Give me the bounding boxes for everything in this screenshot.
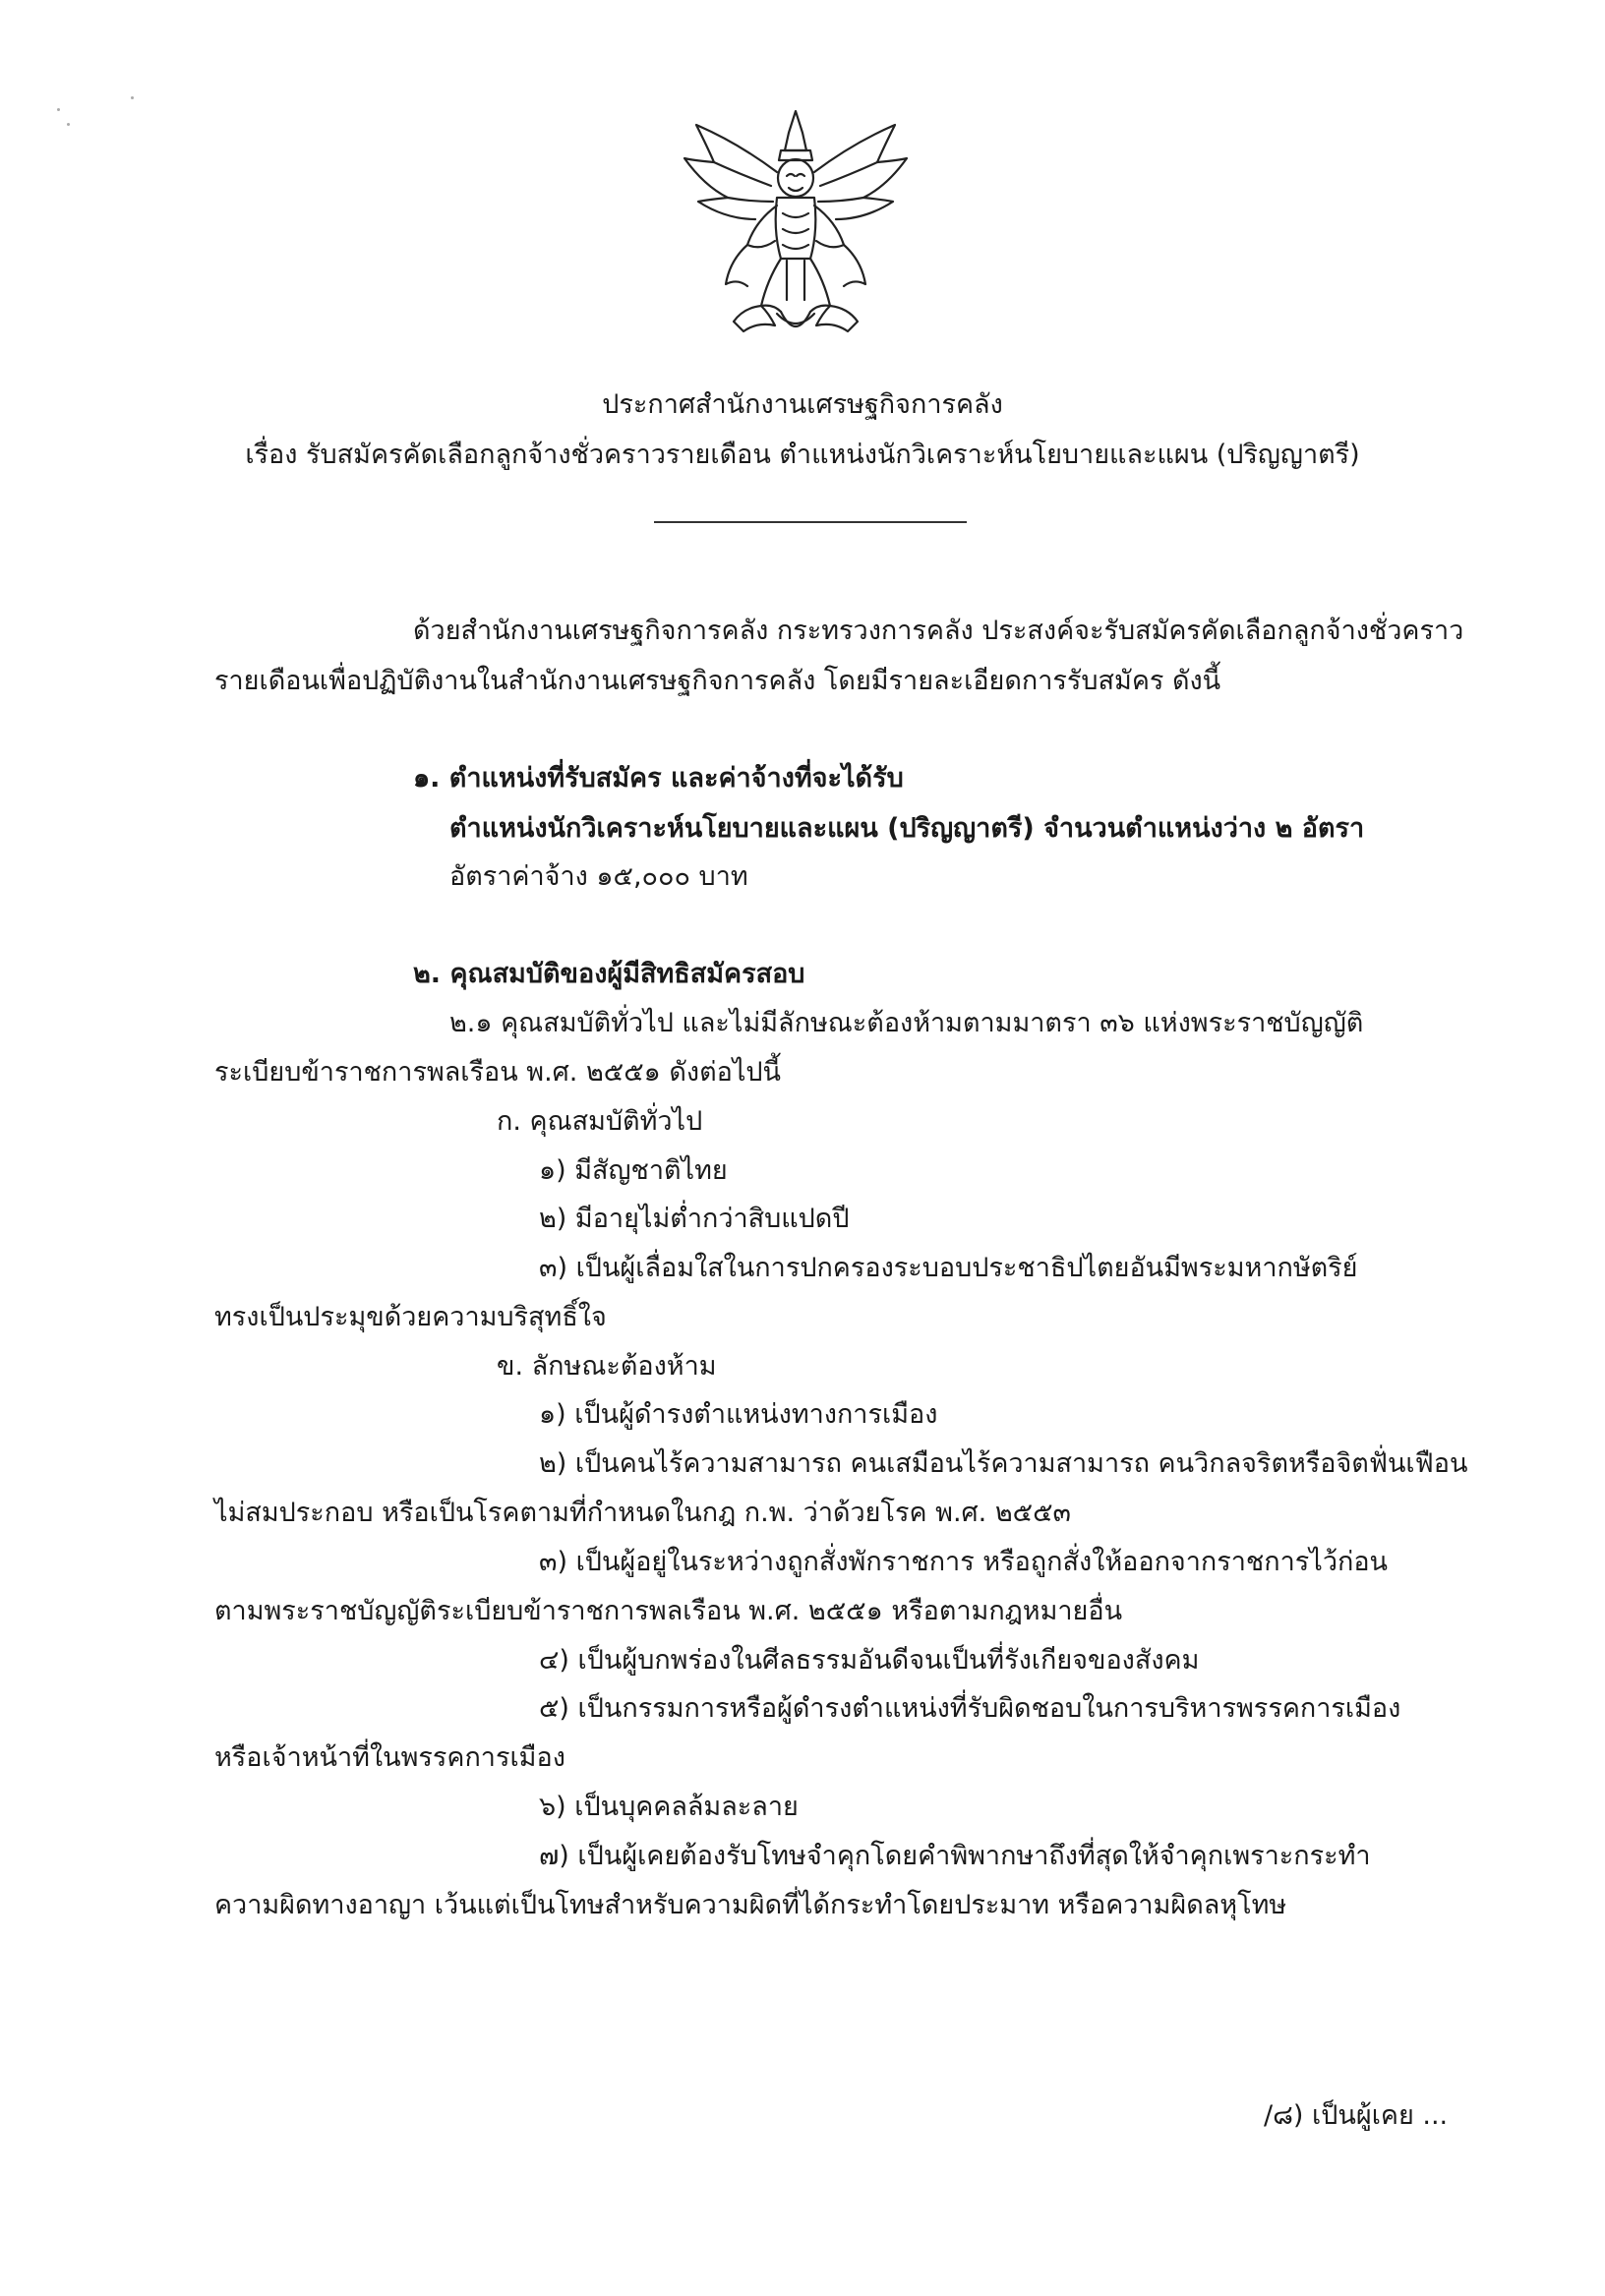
title-underline	[654, 521, 967, 523]
general-item-continuation: ทรงเป็นประมุขด้วยความบริสุทธิ์ใจ	[214, 1302, 607, 1332]
prohibited-item: ๑) เป็นผู้ดำรงตำแหน่งทางการเมือง	[539, 1399, 938, 1430]
intro-line-1: ด้วยสำนักงานเศรษฐกิจการคลัง กระทรวงการคลัง ประสงค์จะรับสมัครคัดเลือกลูกจ้างชั่วคราว	[413, 616, 1464, 646]
section1-salary: อัตราค่าจ้าง ๑๕,๐๐๐ บาท	[449, 861, 748, 892]
continuation-marker: /๘) เป็นผู้เคย ...	[1264, 2100, 1449, 2131]
announcement-subject: เรื่อง รับสมัครคัดเลือกลูกจ้างชั่วคราวรายเดือน ตำแหน่งนักวิเคราะห์นโยบายและแผน (ปริญญาตรี)	[245, 440, 1360, 470]
announcement-title: ประกาศสำนักงานเศรษฐกิจการคลัง	[602, 389, 1003, 420]
scan-speck	[57, 108, 60, 111]
scan-speck	[131, 96, 134, 99]
general-item: ๓) เป็นผู้เลื่อมใสในการปกครองระบอบประชาธิปไตยอันมีพระมหากษัตริย์	[539, 1253, 1358, 1283]
section1-position: ตำแหน่งนักวิเคราะห์นโยบายและแผน (ปริญญาตรี) จำนวนตำแหน่งว่าง ๒ อัตรา	[449, 813, 1365, 844]
prohibited-item: ๓) เป็นผู้อยู่ในระหว่างถูกสั่งพักราชการ หรือถูกสั่งให้ออกจากราชการไว้ก่อน	[539, 1547, 1389, 1577]
prohibited-item-continuation: ตามพระราชบัญญัติระเบียบข้าราชการพลเรือน พ.ศ. ๒๕๕๑ หรือตามกฎหมายอื่น	[214, 1596, 1123, 1626]
prohibited-item: ๒) เป็นคนไร้ความสามารถ คนเสมือนไร้ความสามารถ คนวิกลจริตหรือจิตฟั่นเฟือน	[539, 1448, 1468, 1479]
prohibited-item: ๕) เป็นกรรมการหรือผู้ดำรงตำแหน่งที่รับผิดชอบในการบริหารพรรคการเมือง	[539, 1693, 1401, 1724]
prohibited-item-continuation: หรือเจ้าหน้าที่ในพรรคการเมือง	[214, 1742, 565, 1773]
general-item: ๑) มีสัญชาติไทย	[539, 1155, 728, 1186]
intro-line-2: รายเดือนเพื่อปฏิบัติงานในสำนักงานเศรษฐกิจการคลัง โดยมีรายละเอียดการรับสมัคร ดังนี้	[214, 666, 1221, 696]
prohibited-item: ๖) เป็นบุคคลล้มละลาย	[539, 1792, 799, 1822]
scan-speck	[67, 123, 70, 126]
section2-heading: ๒. คุณสมบัติของผู้มีสิทธิสมัครสอบ	[413, 959, 805, 989]
general-item: ๒) มีอายุไม่ต่ำกว่าสิบแปดปี	[539, 1204, 850, 1234]
prohibited-item: ๔) เป็นผู้บกพร่องในศีลธรรมอันดีจนเป็นที่รังเกียจของสังคม	[539, 1645, 1200, 1676]
prohibited-heading: ข. ลักษณะต้องห้าม	[497, 1351, 717, 1382]
section1-heading: ๑. ตำแหน่งที่รับสมัคร และค่าจ้างที่จะได้รับ	[413, 763, 904, 794]
prohibited-item: ๗) เป็นผู้เคยต้องรับโทษจำคุกโดยคำพิพากษาถึงที่สุดให้จำคุกเพราะกระทำ	[539, 1841, 1371, 1871]
section2-sub1-line1: ๒.๑ คุณสมบัติทั่วไป และไม่มีลักษณะต้องห้ามตามมาตรา ๓๖ แห่งพระราชบัญญัติ	[449, 1008, 1364, 1038]
garuda-emblem	[679, 103, 913, 344]
section2-sub1-line2: ระเบียบข้าราชการพลเรือน พ.ศ. ๒๕๕๑ ดังต่อไปนี้	[214, 1057, 781, 1088]
prohibited-item-continuation: ความผิดทางอาญา เว้นแต่เป็นโทษสำหรับความผิดที่ได้กระทำโดยประมาท หรือความผิดลหุโทษ	[214, 1890, 1287, 1920]
general-qualifications-heading: ก. คุณสมบัติทั่วไป	[497, 1106, 703, 1137]
prohibited-item-continuation: ไม่สมประกอบ หรือเป็นโรคตามที่กำหนดในกฎ ก.พ. ว่าด้วยโรค พ.ศ. ๒๕๕๓	[214, 1498, 1071, 1528]
